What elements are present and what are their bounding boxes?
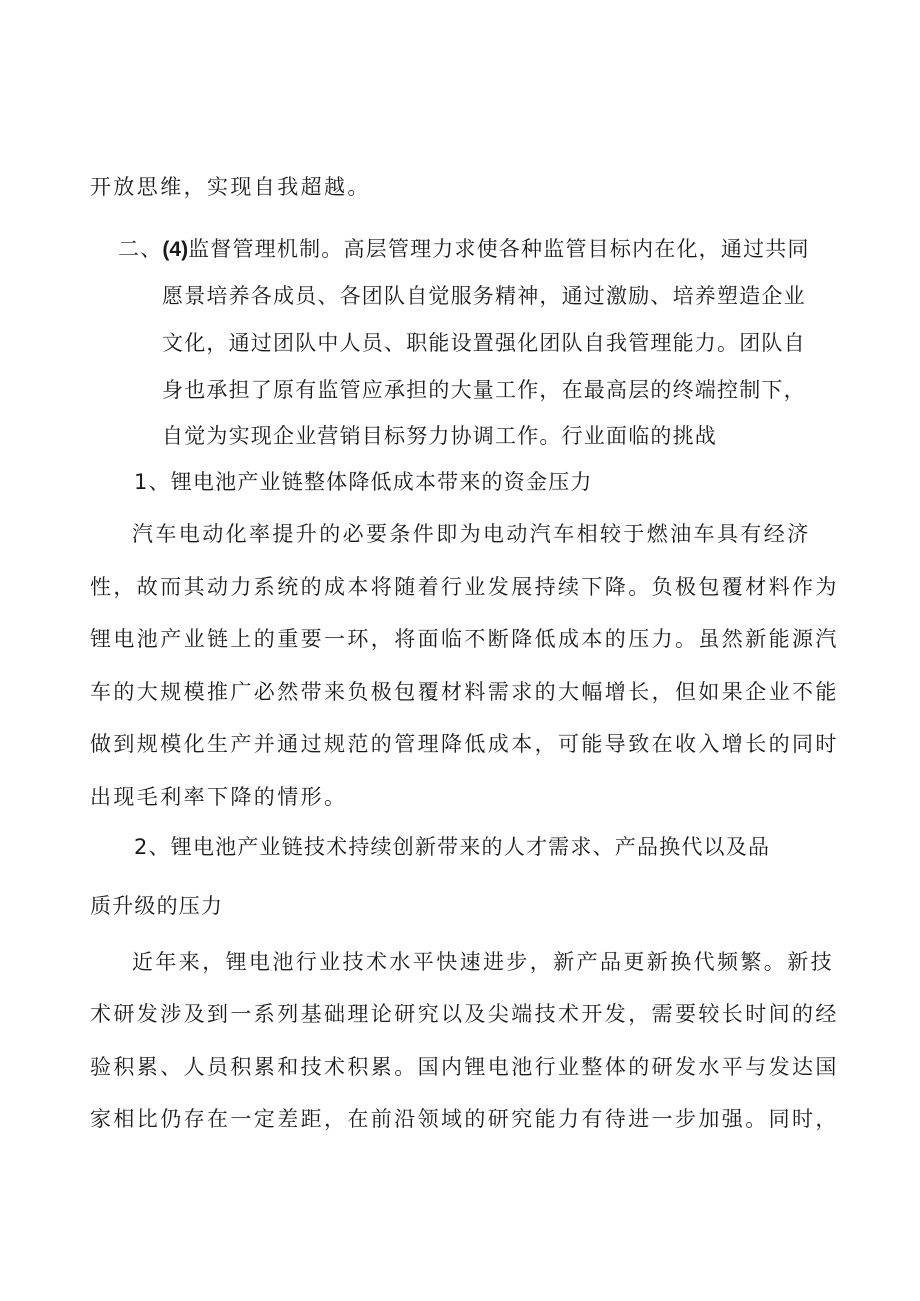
section-heading-1: 1、锂电池产业链整体降低成本带来的资金压力 <box>134 470 593 494</box>
paragraph-1-line-6: 出现毛利率下降的情形。 <box>90 785 348 809</box>
item-4-line-4: 身也承担了原有监管应承担的大量工作，在最高层的终端控制下， <box>162 378 806 402</box>
item-4-line-1: 监督管理机制。高层管理力求使各种监管目标内在化，通过共同 <box>188 237 810 261</box>
paragraph-2-line-4: 家相比仍存在一定差距，在前沿领域的研究能力有待进一步加强。同时， <box>90 1107 839 1131</box>
paragraph-1-line-3: 锂电池产业链上的重要一环，将面临不断降低成本的压力。虽然新能源汽 <box>90 627 839 651</box>
paragraph-2-line-2: 术研发涉及到一系列基础理论研究以及尖端技术开发，需要较长时间的经 <box>90 1002 839 1026</box>
paragraph-2-line-3: 验积累、人员积累和技术积累。国内锂电池行业整体的研发水平与发达国 <box>90 1055 839 1079</box>
paragraph-1-line-2: 性，故而其动力系统的成本将随着行业发展持续下降。负极包覆材料作为 <box>90 575 839 599</box>
paragraph-2-line-1: 近年来，锂电池行业技术水平快速进步，新产品更新换代频繁。新技 <box>132 950 834 974</box>
item-4-first-line <box>118 234 810 265</box>
item-4-line-2: 愿景培养各成员、各团队自觉服务精神，通过激励、培养塑造企业 <box>162 284 806 308</box>
section-heading-2-line-2: 质升级的压力 <box>90 894 224 918</box>
item-4-line-5: 自觉为实现企业营销目标努力协调工作。行业面临的挑战 <box>162 424 717 448</box>
item-4-number: (4) <box>162 238 189 261</box>
paragraph-1-line-4: 车的大规模推广必然带来负极包覆材料需求的大幅增长，但如果企业不能 <box>90 680 839 704</box>
item-4-line-3: 文化，通过团队中人员、职能设置强化团队自我管理能力。团队自 <box>162 331 806 355</box>
paragraph-1-line-5: 做到规模化生产并通过规范的管理降低成本，可能导致在收入增长的同时 <box>90 732 839 756</box>
section-heading-2-line-1: 2、锂电池产业链技术持续创新带来的人才需求、产品换代以及品 <box>134 835 771 859</box>
item-4-prefix: 二、 <box>118 237 163 261</box>
paragraph-1-line-1: 汽车电动化率提升的必要条件即为电动汽车相较于燃油车具有经济 <box>132 522 811 546</box>
paragraph-continuation: 开放思维，实现自我超越。 <box>90 175 371 199</box>
